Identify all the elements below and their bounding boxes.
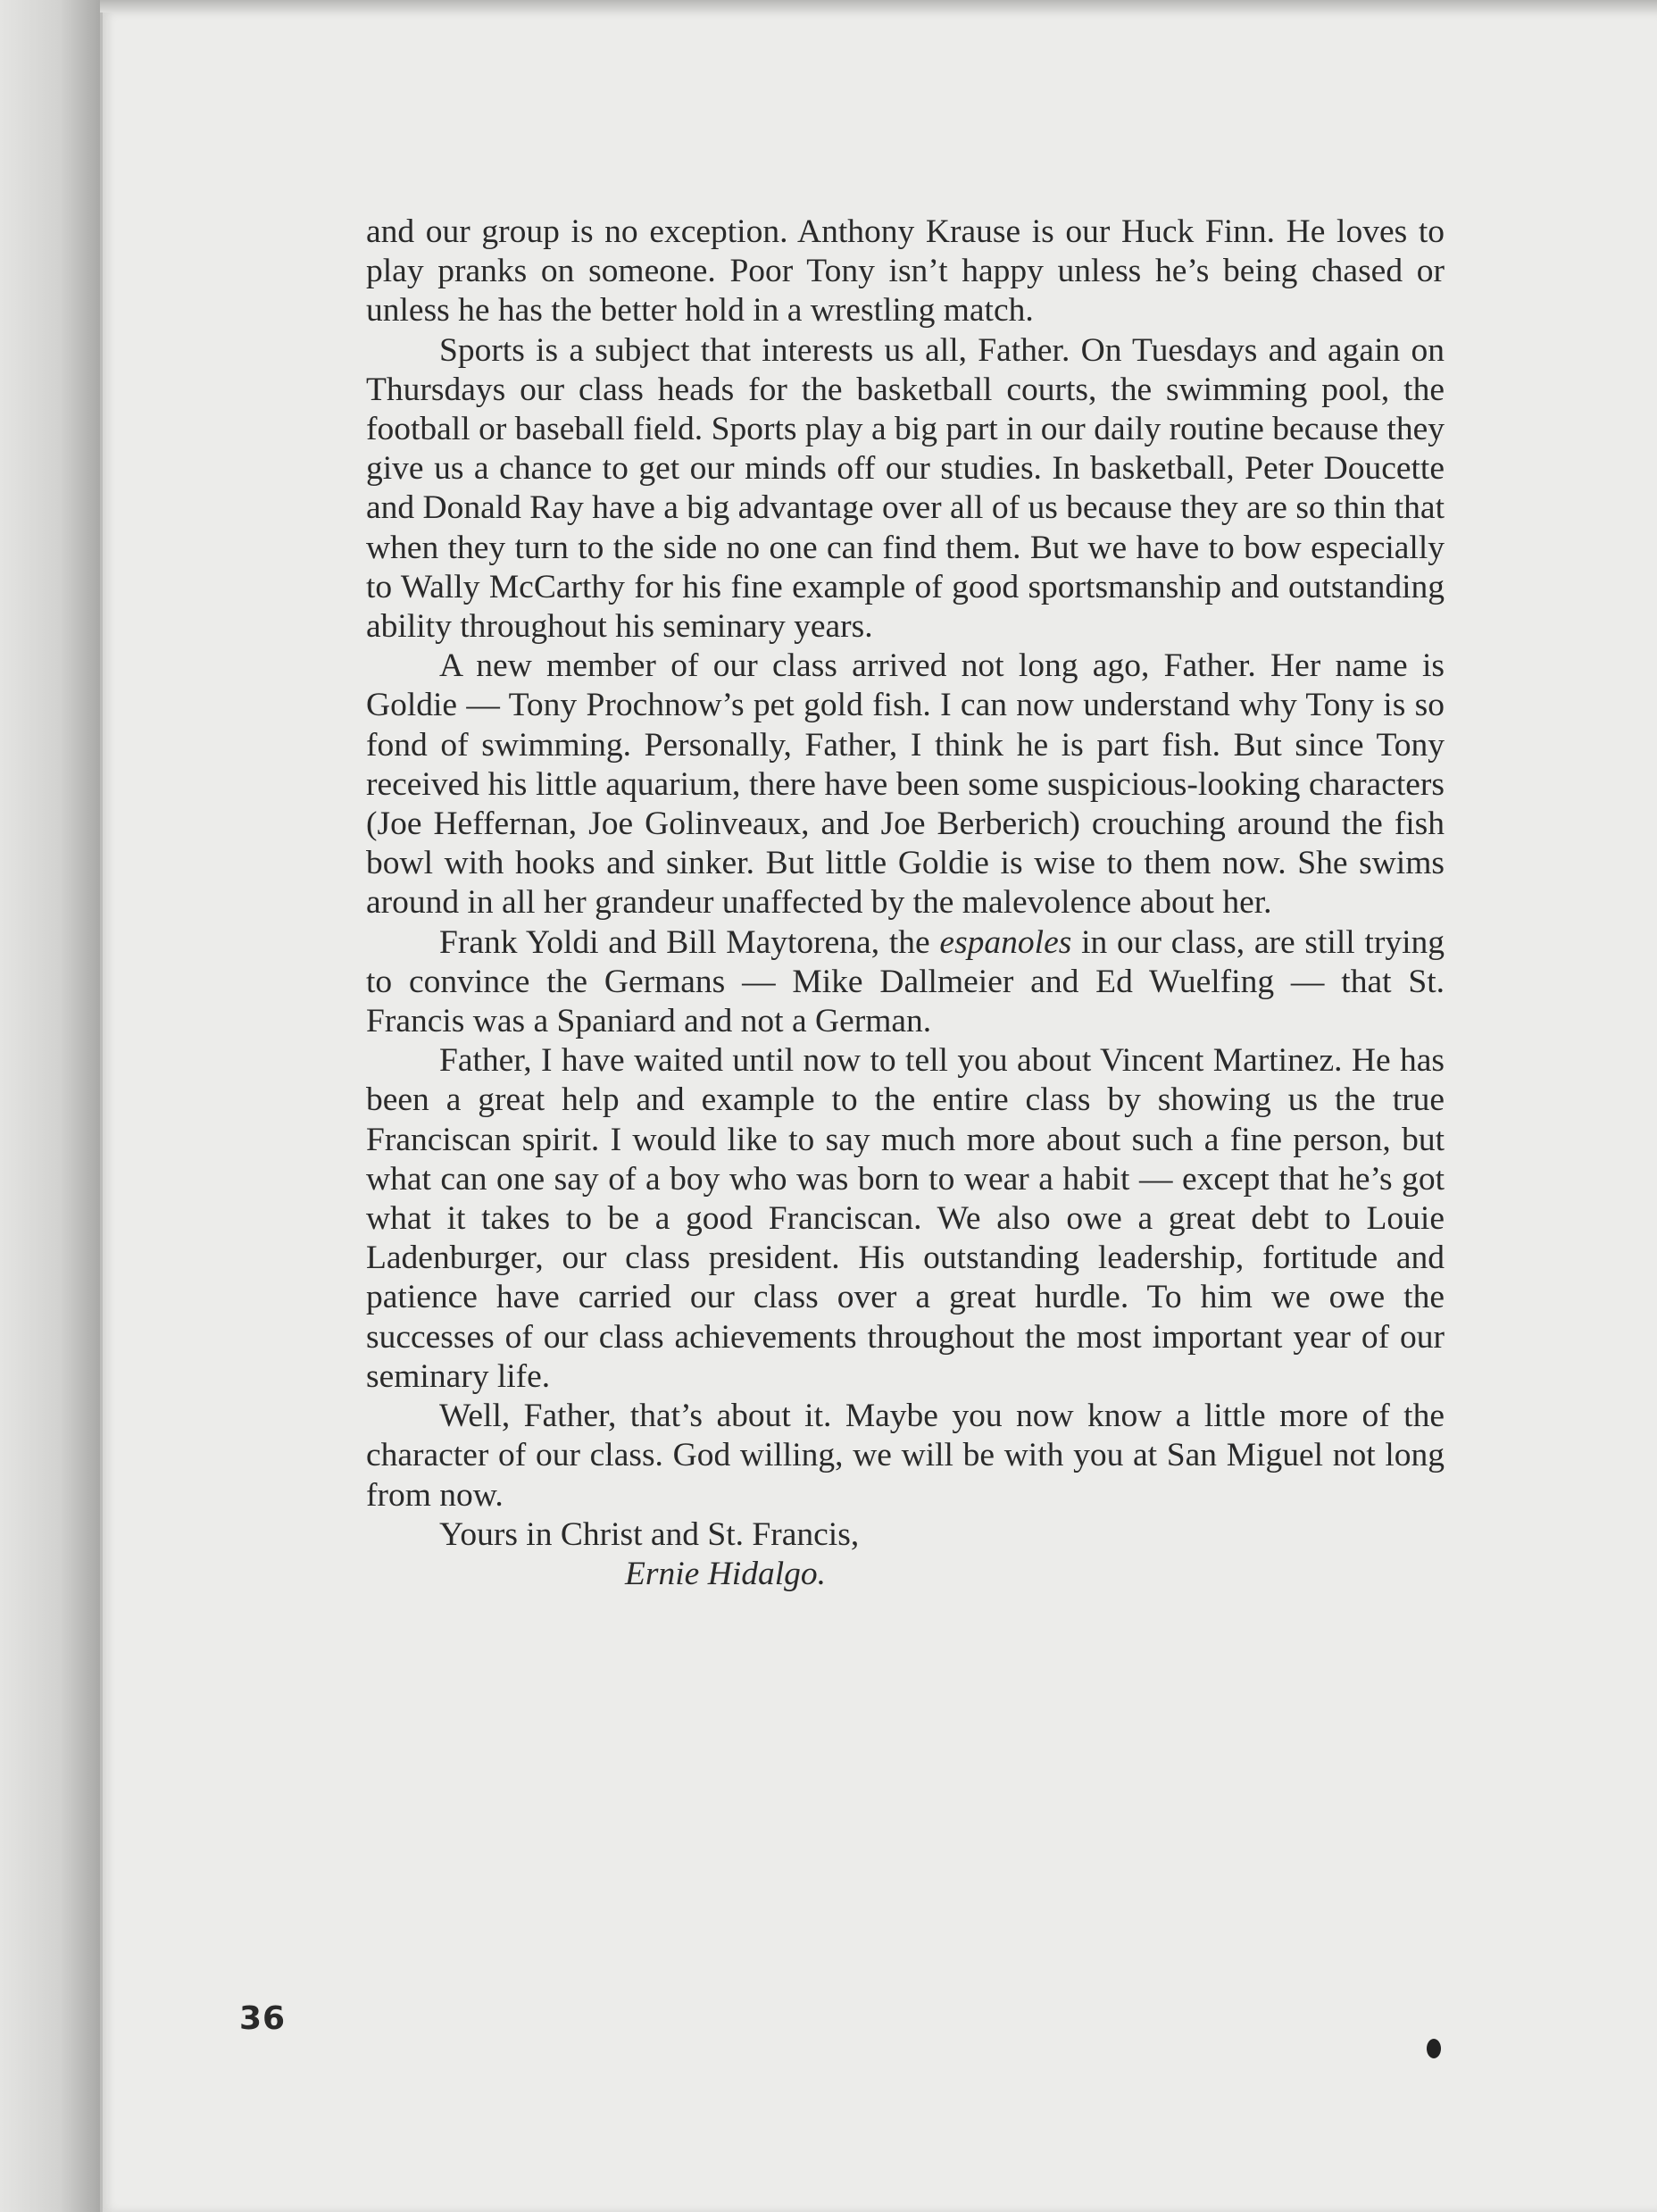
letter-closing: Yours in Christ and St. Francis, [439, 1515, 860, 1553]
book-spine-edge [0, 0, 100, 2212]
paragraph-5: Father, I have waited until now to tell you about Vincent Martinez. He has been a great help and example to the entire class by showing us the true Franciscan spirit. I would like to say much more about such a fine person, but what can one say of a boy who was born to wear a habit — except that he’s got what it takes to be a good Franciscan. We also owe a great debt to Louie Ladenburger, our class president. His outstanding leadership, fortitude and patience have carried our class over a great hurdle. To him we owe the successes of our class achievements throughout the most important year of our seminary life. [366, 1042, 1445, 1395]
paragraph-4 [366, 923, 1445, 1042]
paragraph-1: and our group is no exception. Anthony Krause is our Huck Finn. He loves to play pranks on someone. Poor Tony isn’t happy unless he’s being chased or unless he has the better hold in a wrestling match. [366, 213, 1445, 330]
paragraph-4-italic-word: espanoles [939, 923, 1072, 961]
ink-mark [1427, 2039, 1441, 2058]
letter-signature: Ernie Hidalgo. [625, 1555, 826, 1592]
paragraph-3: A new member of our class arrived not long ago, Father. Her name is Goldie — Tony Prochnow’s pet gold fish. I can now understand why Tony is so fond of swimming. Personally, Father, I think he is part fish. But since Tony received his little aquarium, there have been some suspicious-looking characters (Joe Heffernan, Joe Golinveaux, and Joe Berberich) crouching around the fish bowl with hooks and sinker. But little Goldie is wise to them now. She swims around in all her grandeur unaffected by the malevolence about her. [366, 647, 1445, 922]
paragraph-4-text-end: in our class, are still trying to convince the Germans — Mike Dallmeier and Ed Wuelfing — that St. Francis was a Spaniard and not a German. [366, 923, 1445, 1040]
letter-body [366, 213, 1445, 1594]
page-number: 36 [239, 2000, 287, 2037]
paragraph-6: Well, Father, that’s about it. Maybe you now know a little more of the character of our class. God willing, we will be with you at San Miguel not long from now. [366, 1398, 1445, 1514]
paragraph-4-text-start: Frank Yoldi and Bill Maytorena, the [439, 923, 940, 961]
paragraph-2: Sports is a subject that interests us all, Father. On Tuesdays and again on Thursdays our class heads for the basketball courts, the swimming pool, the football or baseball field. Sports play a big part in our daily routine because they give us a chance to get our minds off our studies. In basketball, Peter Doucette and Donald Ray have a big advantage over all of us because they are so thin that when they turn to the side no one can find them. But we have to bow especially to Wally McCarthy for his fine example of good sportsmanship and outstanding ability throughout his seminary years. [366, 331, 1445, 646]
